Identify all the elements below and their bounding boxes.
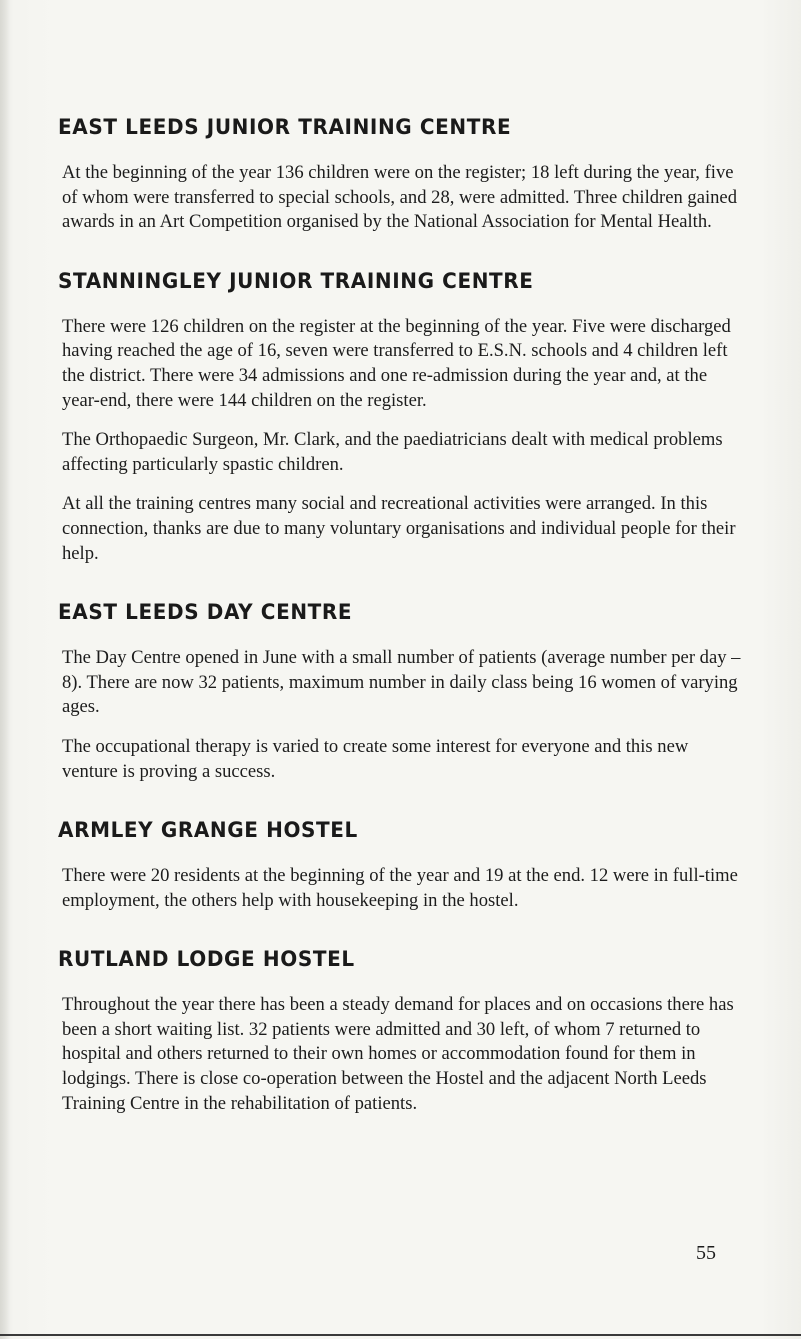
section-paragraph: The Day Centre opened in June with a small number of patients (average number per day – 8). There are now 32 patients, maximum number in daily class being 16 women of varying ages. — [62, 647, 741, 718]
section-paragraph: The Orthopaedic Surgeon, Mr. Clark, and the paediatricians dealt with medical problems affecting particularly spastic children. — [62, 429, 723, 475]
section-heading-armley-grange-hostel: ARMLEY GRANGE HOSTEL — [58, 817, 358, 843]
section-paragraph: The occupational therapy is varied to create some interest for everyone and this new venture is proving a success. — [62, 735, 689, 782]
section-paragraph: At the beginning of the year 136 children were on the register; 18 left during the year, five of whom were transferred to special schools, and 28, were admitted. Three children gained awards in an Art Competition organised by the National Association for Mental Health. — [62, 162, 737, 233]
section-paragraph: At all the training centres many social and recreational activities were arranged. In this connection, thanks are due to many voluntary organisations and individual people for their help. — [62, 493, 736, 564]
page-content — [58, 114, 748, 1116]
section-heading-east-leeds-day-centre: EAST LEEDS DAY CENTRE — [58, 599, 353, 625]
bottom-edge-rule — [0, 1334, 801, 1336]
section-heading-rutland-lodge-hostel: RUTLAND LODGE HOSTEL — [58, 946, 355, 972]
page-number: 55 — [696, 1242, 716, 1264]
section-paragraph: There were 20 residents at the beginning of the year and 19 at the end. 12 were in full-time employment, the others help with housekeeping in the hostel. — [62, 865, 738, 911]
section-heading-east-leeds-junior: EAST LEEDS JUNIOR TRAINING CENTRE — [58, 114, 512, 140]
section-paragraph: Throughout the year there has been a steady demand for places and on occasions there has been a short waiting list. 32 patients were admitted and 30 left, of whom 7 returned to hospital and others returned to their own homes or accommodation found for them in lodgings. There is close co-operation between the Hostel and the adjacent North Leeds Training Centre in the rehabilitation of patients. — [62, 994, 734, 1114]
section-paragraph: There were 126 children on the register at the beginning of the year. Five were discharged having reached the age of 16, seven were transferred to E.S.N. schools and 4 children left the district. There were 34 admissions and one re-admission during the year and, at the year-end, there were 144 children on the register. — [62, 315, 731, 411]
section-heading-stanningley-junior: STANNINGLEY JUNIOR TRAINING CENTRE — [58, 267, 534, 293]
page-edge-shadow — [0, 0, 10, 1339]
